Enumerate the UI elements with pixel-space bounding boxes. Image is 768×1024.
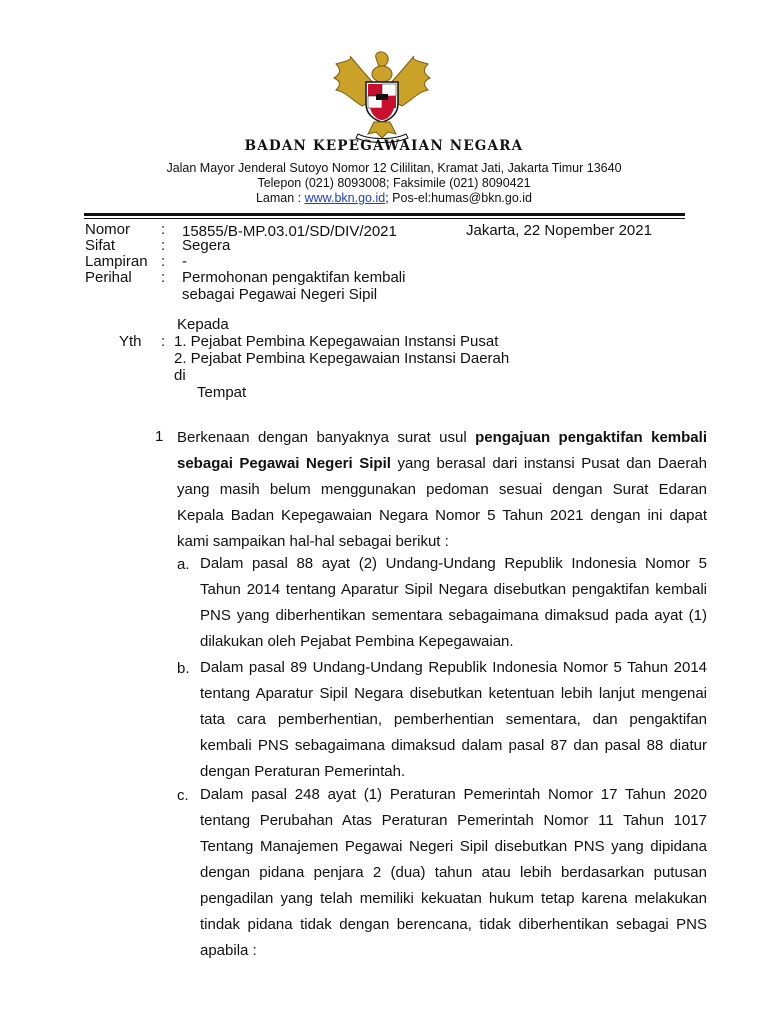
yth-label: Yth	[119, 333, 142, 350]
recipient-line-2: 2. Pejabat Pembina Kepegawaian Instansi Daerah	[174, 350, 510, 367]
lampiran-value: -	[182, 253, 187, 270]
perihal-line-2: sebagai Pegawai Negeri Sipil	[182, 286, 378, 303]
paragraph-1-intro: Berkenaan dengan banyaknya surat usul	[177, 429, 476, 446]
item-c-text: Dalam pasal 248 ayat (1) Peraturan Pemerintah Nomor 17 Tahun 2020 tentang Perubahan Atas Peraturan Pemerintah Nomor 11 Tahun 1017 Tentang Manajemen Pegawai Negeri Sipil disebutkan PNS yang dipidana dengan pidana penjara 2 (dua) tahun atau lebih berdasarkan putusan pengadilan yang telah memiliki kekuatan hukum tetap karena melakukan tindak pidana tidak dengan berencana, tidak diberhentikan sebagai PNS apabila :	[200, 786, 707, 959]
sifat-value: Segera	[182, 237, 231, 254]
agency-name: BADAN KEPEGAWAIAN NEGARA	[244, 138, 524, 154]
recipient-line-1: 1. Pejabat Pembina Kepegawaian Instansi Pusat	[174, 333, 499, 350]
header-divider-thin	[84, 218, 685, 219]
item-a-text: Dalam pasal 88 ayat (2) Undang-Undang Republik Indonesia Nomor 5 Tahun 2014 tentang Aparatur Sipil Negara disebutkan pengaktifan kembali PNS yang diberhentikan sementara sebagaimana dimaksud pada ayat (1) dilakukan oleh Pejabat Pembina Kepegawaian.	[200, 555, 707, 650]
email-text: ; Pos-el:humas@bkn.go.id	[385, 191, 533, 205]
sifat-label: Sifat	[85, 237, 116, 254]
item-b-text: Dalam pasal 89 Undang-Undang Republik Indonesia Nomor 5 Tahun 2014 tentang Aparatur Sipil Negara disebutkan ketentuan lebih lanjut mengenai tata cara pemberhentian, pemberhentian sementara, dan pengaktifan kembali PNS sebagaimana dimaksud dalam pasal 87 dan pasal 88 diatur dengan Peraturan Pemerintah.	[200, 659, 707, 780]
paragraph-1-rest: yang berasal dari instansi Pusat dan Daerah yang masih belum menggunakan pedoman sesuai dengan Surat Edaran Kepala Badan Kepegawaian Negara Nomor 5 Tahun 2021 dengan ini dapat kami sampaikan hal-hal sebagai berikut :	[177, 455, 707, 550]
item-c-label: c.	[177, 787, 189, 804]
yth-colon: :	[161, 333, 166, 350]
perihal-label: Perihal	[85, 269, 132, 286]
website-label: Laman :	[255, 191, 305, 205]
agency-phone-fax: Telepon (021) 8093008; Faksimile (021) 8090421	[257, 176, 531, 190]
kepada-text: Kepada	[177, 316, 229, 333]
sifat-colon: :	[161, 237, 166, 254]
lampiran-label: Lampiran	[85, 253, 148, 270]
website-link[interactable]: www.bkn.go.id	[304, 191, 386, 205]
paragraph-1-bold: pengajuan pengaktifan kembali sebagai Pegawai Negeri Sipil	[177, 429, 707, 472]
item-b-label: b.	[177, 660, 190, 677]
nomor-label: Nomor	[85, 221, 131, 238]
garuda-emblem-icon	[330, 50, 434, 144]
agency-contact-line	[0, 191, 768, 205]
perihal-line-1: Permohonan pengaktifan kembali	[182, 269, 406, 286]
lampiran-colon: :	[161, 253, 166, 270]
perihal-colon: :	[161, 269, 166, 286]
nomor-value: 15855/B-MP.03.01/SD/DIV/2021	[182, 223, 397, 240]
recipient-tempat: Tempat	[197, 384, 247, 401]
letter-date: Jakarta, 22 Nopember 2021	[466, 222, 652, 239]
nomor-colon: :	[161, 221, 166, 238]
header-divider-thick	[84, 213, 685, 216]
paragraph-1	[177, 425, 707, 555]
agency-address: Jalan Mayor Jenderal Sutoyo Nomor 12 Cililitan, Kramat Jati, Jakarta Timur 13640	[166, 161, 622, 175]
paragraph-number: 1	[155, 428, 164, 445]
item-a-label: a.	[177, 556, 190, 573]
recipient-di: di	[174, 367, 186, 384]
